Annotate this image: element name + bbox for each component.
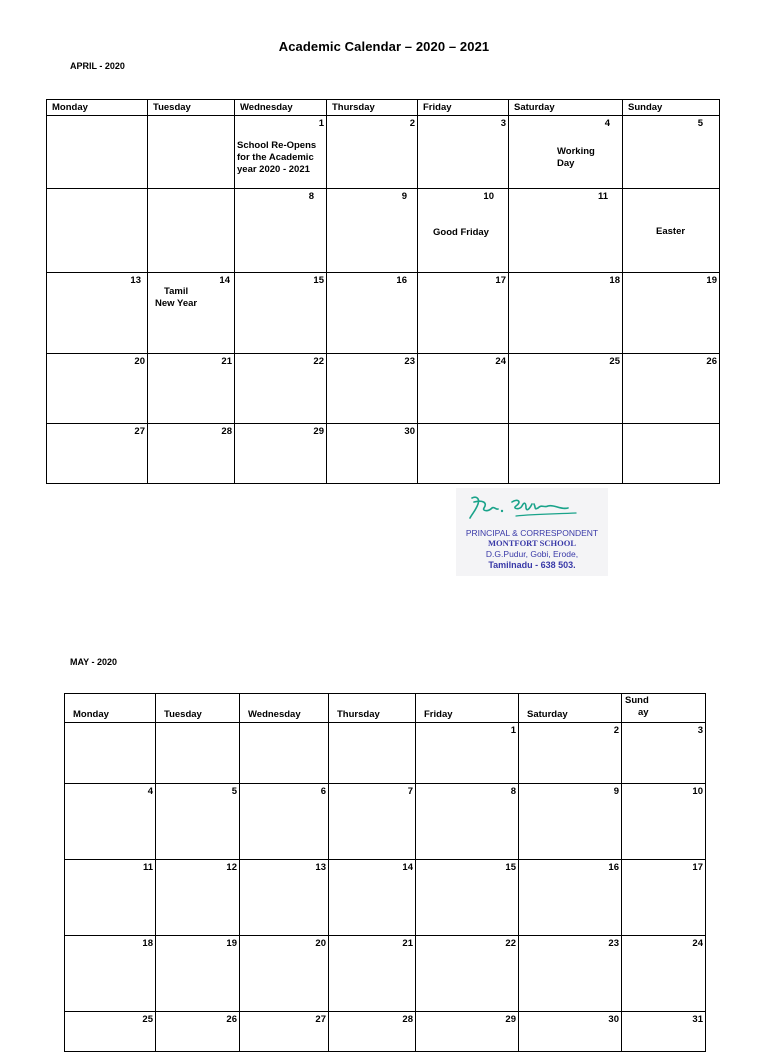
day-cell: 21	[148, 354, 235, 424]
day-cell: 16	[327, 273, 418, 354]
event-tamil-new-year: Tamil New Year	[155, 286, 198, 309]
header-tuesday: Tuesday	[156, 694, 240, 723]
day-cell: 19	[623, 273, 720, 354]
header-saturday: Saturday	[509, 100, 623, 116]
day-cell: 26	[623, 354, 720, 424]
day-cell: 6	[240, 784, 329, 860]
day-cell	[47, 116, 148, 189]
signature-mark	[464, 492, 584, 524]
day-cell: 30	[327, 424, 418, 484]
day-cell: 27	[240, 1012, 329, 1052]
day-cell: 13	[240, 860, 329, 936]
day-cell: 4 Working Day	[509, 116, 623, 189]
day-cell: 26	[156, 1012, 240, 1052]
day-cell: 27	[47, 424, 148, 484]
header-monday: Monday	[65, 694, 156, 723]
header-friday: Friday	[416, 694, 519, 723]
may-header-row	[65, 694, 706, 723]
day-cell: 2	[327, 116, 418, 189]
header-sunday: Sunday	[623, 100, 720, 116]
day-cell: 10	[622, 784, 706, 860]
day-cell: 28	[148, 424, 235, 484]
day-cell	[329, 723, 416, 784]
week-row	[65, 936, 706, 1012]
day-cell: 25	[65, 1012, 156, 1052]
header-saturday: Saturday	[519, 694, 622, 723]
day-cell: 30	[519, 1012, 622, 1052]
day-cell: 9	[519, 784, 622, 860]
stamp-line-2: MONTFORT SCHOOL	[487, 538, 577, 548]
week-row	[65, 860, 706, 936]
day-cell: 20	[47, 354, 148, 424]
header-friday: Friday	[418, 100, 509, 116]
week-row	[65, 784, 706, 860]
day-cell: 18	[509, 273, 623, 354]
stamp-line-3: D.G.Pudur, Gobi, Erode,	[485, 549, 579, 559]
event-easter: Easter	[656, 226, 686, 237]
day-cell	[148, 116, 235, 189]
day-cell: 22	[235, 354, 327, 424]
day-cell: 11	[509, 189, 623, 273]
day-cell	[240, 723, 329, 784]
header-wednesday: Wednesday	[235, 100, 327, 116]
day-cell: 4	[65, 784, 156, 860]
day-cell: 19	[156, 936, 240, 1012]
day-cell: 20	[240, 936, 329, 1012]
header-tuesday: Tuesday	[148, 100, 235, 116]
day-cell: 3	[622, 723, 706, 784]
day-cell: 8	[235, 189, 327, 273]
april-calendar-table	[46, 99, 720, 484]
event-good-friday: Good Friday	[433, 227, 489, 238]
may-calendar-table	[64, 693, 706, 1052]
day-cell: 23	[327, 354, 418, 424]
day-cell: 17	[418, 273, 509, 354]
day-cell: 28	[329, 1012, 416, 1052]
day-cell: 16	[519, 860, 622, 936]
day-cell: 1 School Re-Opens for the Academic year 2020 - 2021	[235, 116, 327, 189]
stamp-line-4: Tamilnadu - 638 503.	[488, 560, 576, 570]
day-cell: 12	[156, 860, 240, 936]
day-cell	[418, 424, 509, 484]
day-cell	[509, 424, 623, 484]
stamp-line-1: PRINCIPAL & CORRESPONDENT	[465, 528, 599, 538]
day-cell	[156, 723, 240, 784]
week-row	[47, 116, 720, 189]
header-thursday: Thursday	[327, 100, 418, 116]
week-row	[47, 273, 720, 354]
week-row	[65, 723, 706, 784]
header-thursday: Thursday	[329, 694, 416, 723]
day-cell: 22	[416, 936, 519, 1012]
day-cell: 1	[416, 723, 519, 784]
day-cell	[65, 723, 156, 784]
day-cell	[47, 189, 148, 273]
day-cell: 5	[156, 784, 240, 860]
month-label-may: MAY - 2020	[70, 657, 118, 667]
day-cell: 31	[622, 1012, 706, 1052]
day-cell: 24	[622, 936, 706, 1012]
event-working-day: Working Day	[557, 146, 595, 169]
day-cell: 15	[416, 860, 519, 936]
day-cell: 3	[418, 116, 509, 189]
day-cell: 8	[416, 784, 519, 860]
day-cell: 11	[65, 860, 156, 936]
day-cell: 29	[416, 1012, 519, 1052]
day-cell: 14	[329, 860, 416, 936]
day-cell: 24	[418, 354, 509, 424]
day-cell: 23	[519, 936, 622, 1012]
header-wednesday: Wednesday	[240, 694, 329, 723]
month-label-april: APRIL - 2020	[70, 61, 125, 71]
day-cell	[623, 424, 720, 484]
day-cell: 9	[327, 189, 418, 273]
day-cell: 21	[329, 936, 416, 1012]
april-header-row	[47, 100, 720, 116]
day-cell: 13	[47, 273, 148, 354]
day-cell: 14 Tamil New Year	[148, 273, 235, 354]
day-cell	[148, 189, 235, 273]
event-school-reopens: School Re-Opens for the Academic year 2020 - 2021	[237, 140, 317, 175]
header-monday: Monday	[47, 100, 148, 116]
week-row	[47, 189, 720, 273]
day-cell: 15	[235, 273, 327, 354]
day-cell: 2	[519, 723, 622, 784]
header-sunday: Sund ay	[622, 694, 706, 723]
week-row	[65, 1012, 706, 1052]
day-cell: 25	[509, 354, 623, 424]
day-cell: 7	[329, 784, 416, 860]
day-cell	[623, 189, 720, 273]
page-title: Academic Calendar – 2020 – 2021	[278, 39, 490, 54]
week-row	[47, 354, 720, 424]
week-row	[47, 424, 720, 484]
day-cell: 10 Good Friday	[418, 189, 509, 273]
day-cell: 18	[65, 936, 156, 1012]
day-cell: 5	[623, 116, 720, 189]
principal-signature-stamp	[456, 488, 608, 576]
day-cell: 17	[622, 860, 706, 936]
day-cell: 29	[235, 424, 327, 484]
